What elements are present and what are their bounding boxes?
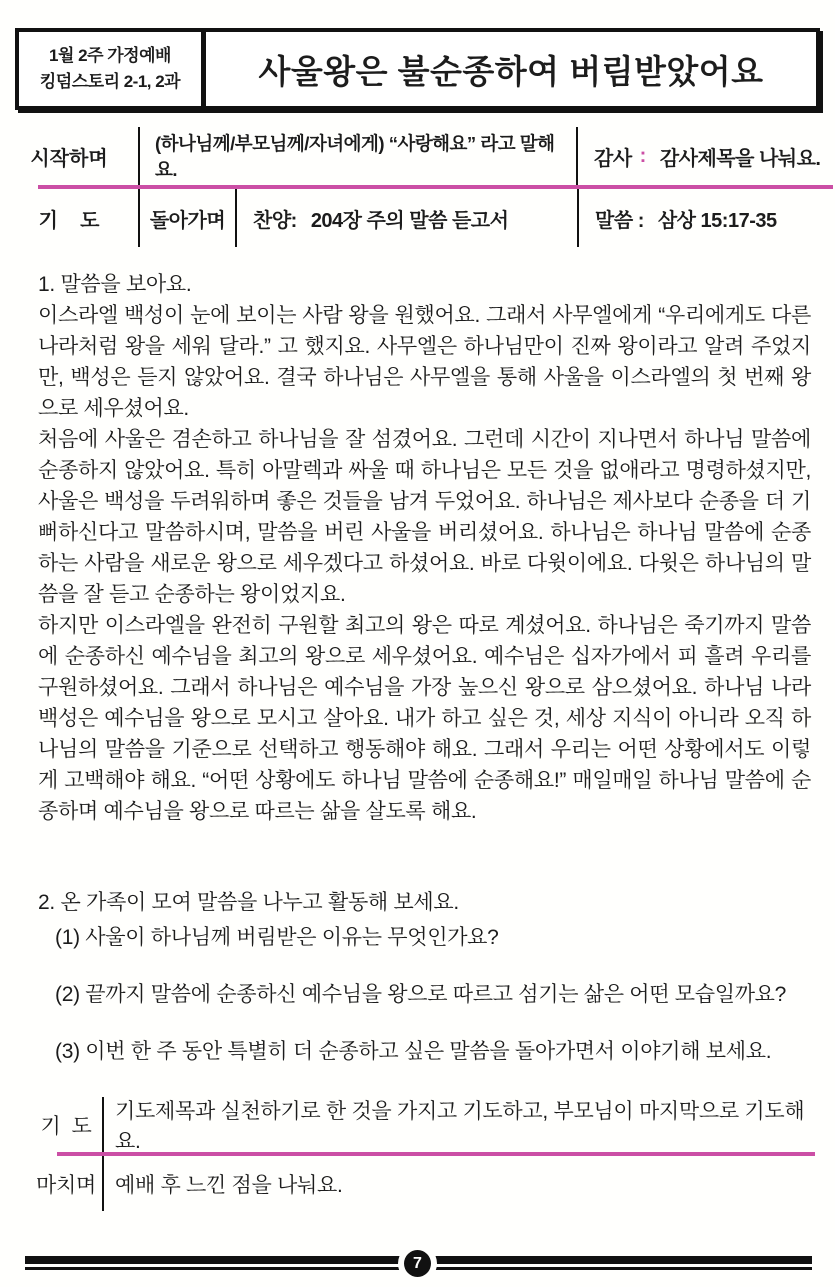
question-1: (1) 사울이 하나님께 버림받은 이유는 무엇인가요?	[55, 926, 499, 949]
table-row-start	[0, 127, 835, 185]
praise-text: 204장 주의 말씀 듣고서	[310, 209, 509, 232]
closing-prayer-text: 기도제목과 실천하기로 한 것을 가지고 기도하고, 부모님이 마지막으로 기도해요.	[115, 1099, 805, 1153]
closing-row-end	[30, 1156, 815, 1211]
page-number: 7	[413, 1254, 422, 1272]
scripture-cell	[579, 189, 835, 247]
section-1-paragraph: 하지만 이스라엘을 완전히 구원할 최고의 왕은 따로 계셨어요. 하나님은 죽기까지 말씀에 순종하신 예수님을 최고의 왕으로 세우셨어요. 예수님은 십자가에서 피 흘려 우리를 구원하셨어요. 그래서 하나님은 예수님을 가장 높으신 왕으로 삼으셨어요. 하나님 나라 백성은 예수님을 왕으로 모시고 살아요. 내가 하고 싶은 것, 세상 지식이 아니라 오직 하나님의 말씀을 기준으로 선택하고 행동해야 해요. 그래서 우리는 어떤 상황에서도 이렇게 고백해야 해요. “어떤 상황에도 하나님 말씀에 순종해요!” 매일매일 하나님 말씀에 순종하며 예수님을 왕으로 따르는 삶을 살도록 해요.	[38, 614, 811, 823]
start-content: (하나님께/부모님께/자녀에게) “사랑해요” 라고 말해요.	[155, 133, 555, 180]
section-1-heading: 1. 말씀을 보아요.	[38, 273, 192, 296]
lesson-week: 1월 2주 가정예배	[49, 46, 171, 65]
start-label: 시작하며	[30, 147, 108, 170]
thanks-colon: :	[639, 144, 646, 167]
question-3: (3) 이번 한 주 동안 특별히 더 순종하고 싶은 말씀을 돌아가면서 이야기해 보세요.	[55, 1040, 772, 1063]
closing-end-text: 예배 후 느낀 점을 나눠요.	[115, 1173, 343, 1197]
closing-end-label: 마치며	[30, 1156, 104, 1211]
start-content-cell	[140, 127, 578, 185]
worship-order-table	[0, 127, 835, 247]
section-2-heading: 2. 온 가족이 모여 말씀을 나누고 활동해 보세요.	[38, 891, 459, 914]
lesson-title-box	[201, 28, 820, 110]
thanks-text: 감사제목을 나눠요.	[659, 147, 821, 170]
prayer-label: 기 도	[38, 209, 100, 232]
thanks-cell	[578, 127, 835, 185]
prayer-label-cell	[0, 189, 140, 247]
page-number-badge	[404, 1250, 431, 1277]
question-2: (2) 끝까지 말씀에 순종하신 예수님을 왕으로 따르고 섬기는 삶은 어떤 모습일까요?	[55, 983, 787, 1006]
praise-label: 찬양:	[253, 209, 297, 232]
scripture-label: 말씀 :	[595, 209, 644, 232]
start-label-cell	[0, 127, 140, 185]
praise-cell	[237, 189, 579, 247]
section-1-paragraph: 이스라엘 백성이 눈에 보이는 사람 왕을 원했어요. 그래서 사무엘에게 “우리에게도 다른 나라처럼 왕을 세워 달라.” 고 했지요. 사무엘은 하나님만이 진짜 왕이라고 알려 주었지만, 백성은 듣지 않았어요. 결국 하나님은 사무엘을 통해 사울을 이스라엘의 첫 번째 왕으로 세우셨어요.	[38, 304, 811, 420]
page-title: 사울왕은 불순종하여 버림받았어요	[258, 52, 764, 90]
closing-prayer-label: 기 도	[30, 1097, 104, 1152]
thanks-label: 감사	[594, 147, 632, 170]
section-2-activities	[38, 887, 811, 1067]
closing-row-prayer	[30, 1097, 815, 1152]
section-1-body	[38, 269, 811, 827]
prayer-mode: 돌아가며	[149, 209, 226, 232]
section-1-paragraph: 처음에 사울은 겸손하고 하나님을 잘 섬겼어요. 그런데 시간이 지나면서 하나님 말씀에 순종하지 않았어요. 특히 아말렉과 싸울 때 하나님은 모든 것을 없애라고 명령하셨지만, 사울은 백성을 두려워하며 좋은 것들을 남겨 두었어요. 하나님은 제사보다 순종을 더 기뻐하신다고 말씀하시며, 말씀을 버린 사울을 버리셨어요. 하나님은 하나님 말씀에 순종하는 사람을 새로운 왕으로 세우겠다고 하셨어요. 바로 다윗이에요. 다윗은 하나님의 말씀을 잘 듣고 순종하는 왕이었지요.	[38, 428, 811, 606]
scripture-text: 삼상 15:17-35	[657, 209, 777, 232]
prayer-mode-cell	[140, 189, 237, 247]
page-header	[15, 28, 820, 110]
closing-table	[30, 1097, 815, 1211]
lesson-info-box	[15, 28, 205, 110]
table-row-prayer	[0, 189, 835, 247]
lesson-series: 킹덤스토리 2-1, 2과	[39, 72, 181, 91]
